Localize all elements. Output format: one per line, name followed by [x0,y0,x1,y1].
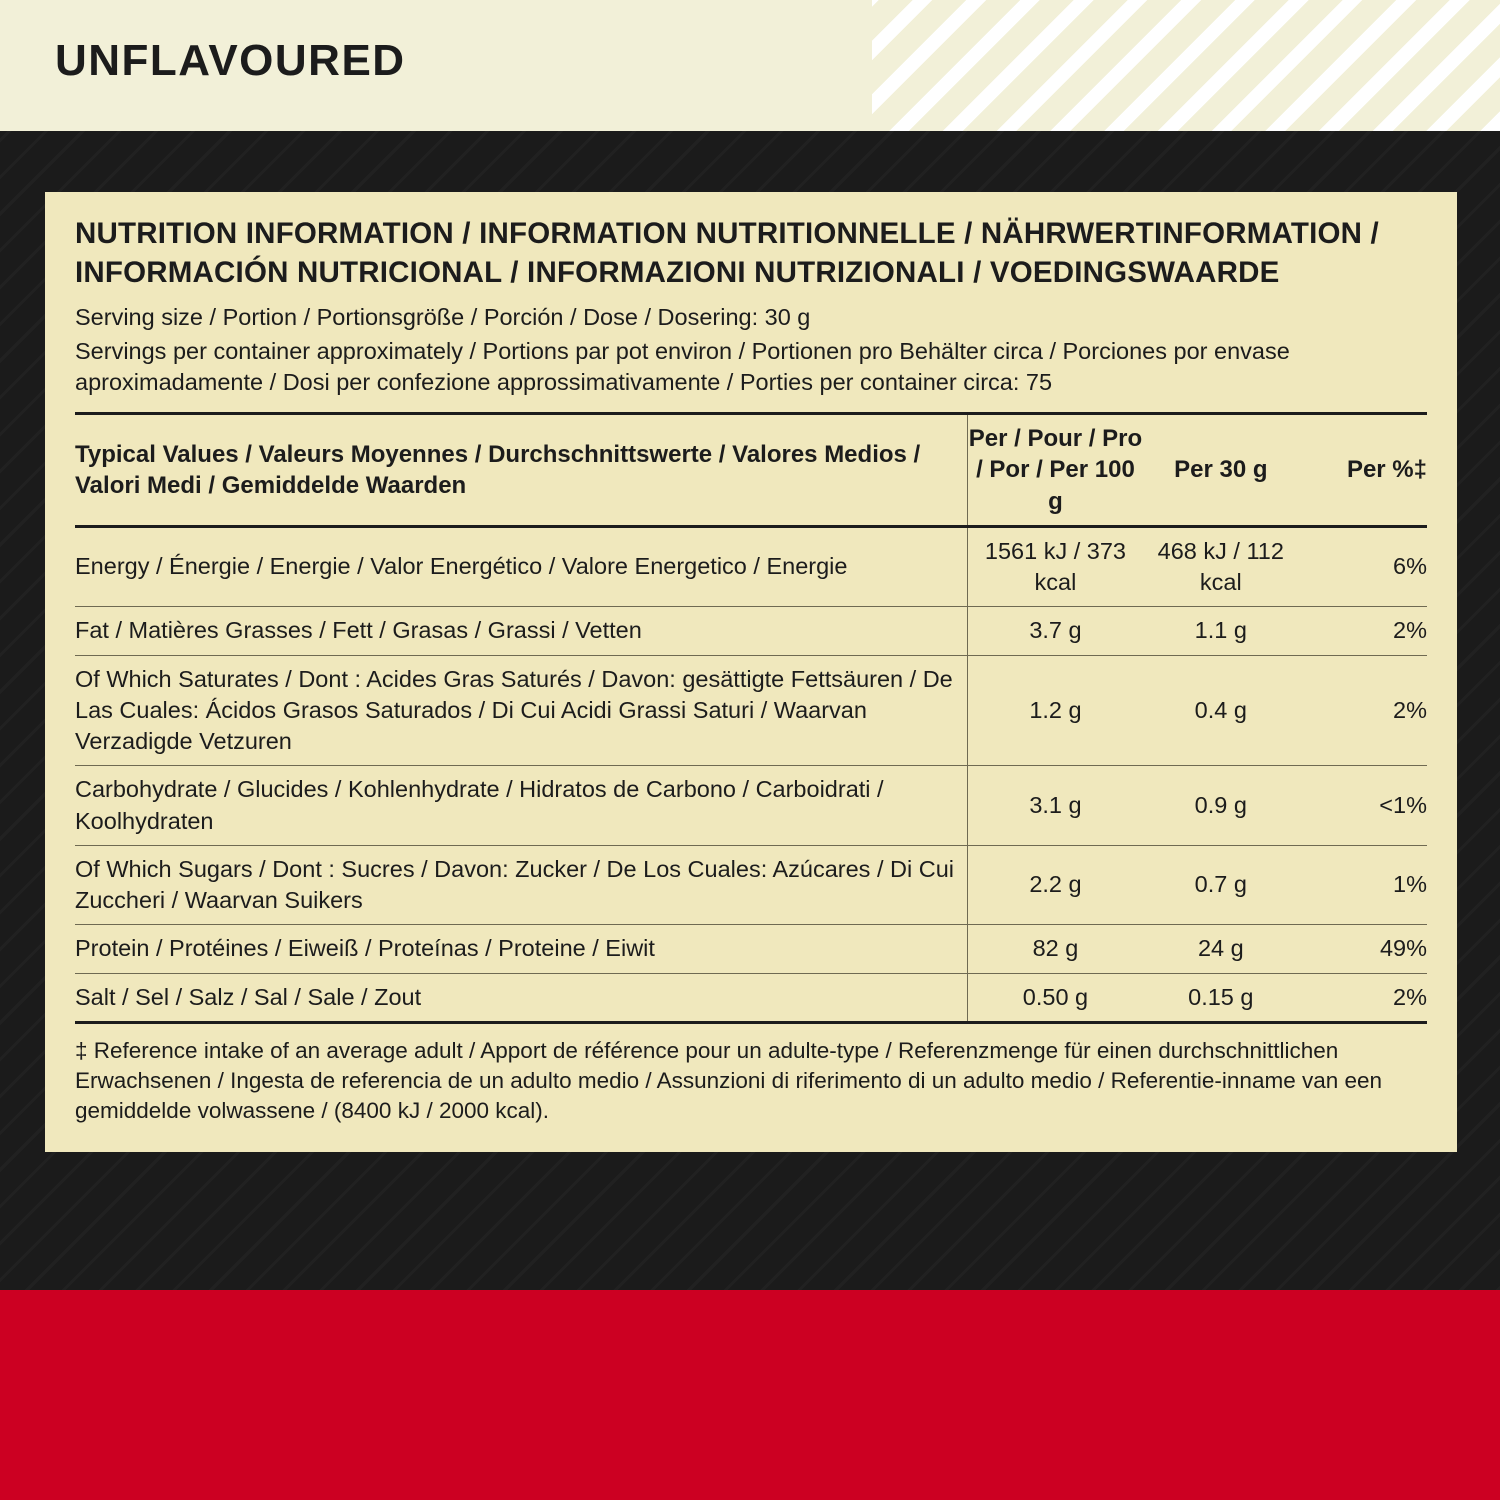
nutrition-table [75,412,1427,1024]
table-row [75,526,1427,607]
header-typical-values: Typical Values / Valeurs Moyennes / Durchschnittswerte / Valores Medios / Valori Medi / Gemiddelde Waarden [75,414,967,527]
row-percent: <1% [1299,766,1427,846]
row-per-100g: 3.1 g [967,766,1143,846]
header-per-100g: Per / Pour / Pro / Por / Per 100 g [967,414,1143,527]
row-percent: 49% [1299,925,1427,973]
row-per-serving: 1.1 g [1143,607,1298,655]
row-per-serving: 468 kJ / 112 kcal [1143,526,1298,607]
nutrition-panel-heading: NUTRITION INFORMATION / INFORMATION NUTRITIONNELLE / NÄHRWERTINFORMATION / INFORMACIÓN NUTRICIONAL / INFORMAZIONI NUTRIZIONALI / VOEDINGSWAARDE [75,217,1379,290]
header-percent-ri: Per %‡ [1299,414,1427,527]
flavour-title: UNFLAVOURED [55,36,406,85]
row-label: Of Which Saturates / Dont : Acides Gras Saturés / Davon: gesättigte Fettsäuren / De Las Cuales: Ácidos Grasos Saturados / Di Cui Acidi Grassi Saturi / Waarvan Verzadigde Vetzuren [75,655,967,766]
nutrition-table-head [75,414,1427,527]
row-per-serving: 0.4 g [1143,655,1298,766]
row-label: Carbohydrate / Glucides / Kohlenhydrate / Hidratos de Carbono / Carboidrati / Koolhydraten [75,766,967,846]
row-per-100g: 2.2 g [967,845,1143,925]
row-per-serving: 0.9 g [1143,766,1298,846]
row-per-100g: 1.2 g [967,655,1143,766]
row-per-100g: 1561 kJ / 373 kcal [967,526,1143,607]
table-row [75,973,1427,1022]
header-per-serving: Per 30 g [1143,414,1298,527]
reference-intake-footnote: ‡ Reference intake of an average adult / Apport de référence pour un adulte-type / Referenzmenge für einen durchschnittlichen Erwachsenen / Ingesta de referencia de un adulto medio / Assunzioni di riferimento di un adulto medio / Referentie-inname van een gemiddelde volwassene / (8400 kJ / 2000 kcal). [75,1037,1383,1124]
table-row [75,655,1427,766]
table-row [75,845,1427,925]
table-row [75,607,1427,655]
flavour-banner [0,0,1500,131]
row-per-serving: 0.7 g [1143,845,1298,925]
nutrition-table-body [75,526,1427,1022]
table-header-row [75,414,1427,527]
servings-per-container-line: Servings per container approximately / Portions par pot environ / Portionen pro Behälter circa / Porciones por envase aproximadamente / Dosi per confezione approssimativamente / Porties per container circa: 75 [75,337,1290,395]
row-label: Salt / Sel / Salz / Sal / Sale / Zout [75,973,967,1022]
row-percent: 1% [1299,845,1427,925]
row-percent: 2% [1299,607,1427,655]
row-percent: 6% [1299,526,1427,607]
row-per-100g: 3.7 g [967,607,1143,655]
row-per-100g: 82 g [967,925,1143,973]
serving-size-line: Serving size / Portion / Portionsgröße / Porción / Dose / Dosering: 30 g [75,304,811,331]
row-label: Energy / Énergie / Energie / Valor Energético / Valore Energetico / Energie [75,526,967,607]
row-per-serving: 24 g [1143,925,1298,973]
row-label: Protein / Protéines / Eiweiß / Proteínas / Proteine / Eiwit [75,925,967,973]
row-per-100g: 0.50 g [967,973,1143,1022]
bottom-red-bar [0,1290,1500,1500]
table-row [75,766,1427,846]
row-label: Of Which Sugars / Dont : Sucres / Davon: Zucker / De Los Cuales: Azúcares / Di Cui Zuccheri / Waarvan Suikers [75,845,967,925]
diagonal-stripes-decoration [872,0,1500,131]
nutrition-panel [45,192,1457,1152]
table-row [75,925,1427,973]
row-per-serving: 0.15 g [1143,973,1298,1022]
row-percent: 2% [1299,973,1427,1022]
row-percent: 2% [1299,655,1427,766]
row-label: Fat / Matières Grasses / Fett / Grasas / Grassi / Vetten [75,607,967,655]
